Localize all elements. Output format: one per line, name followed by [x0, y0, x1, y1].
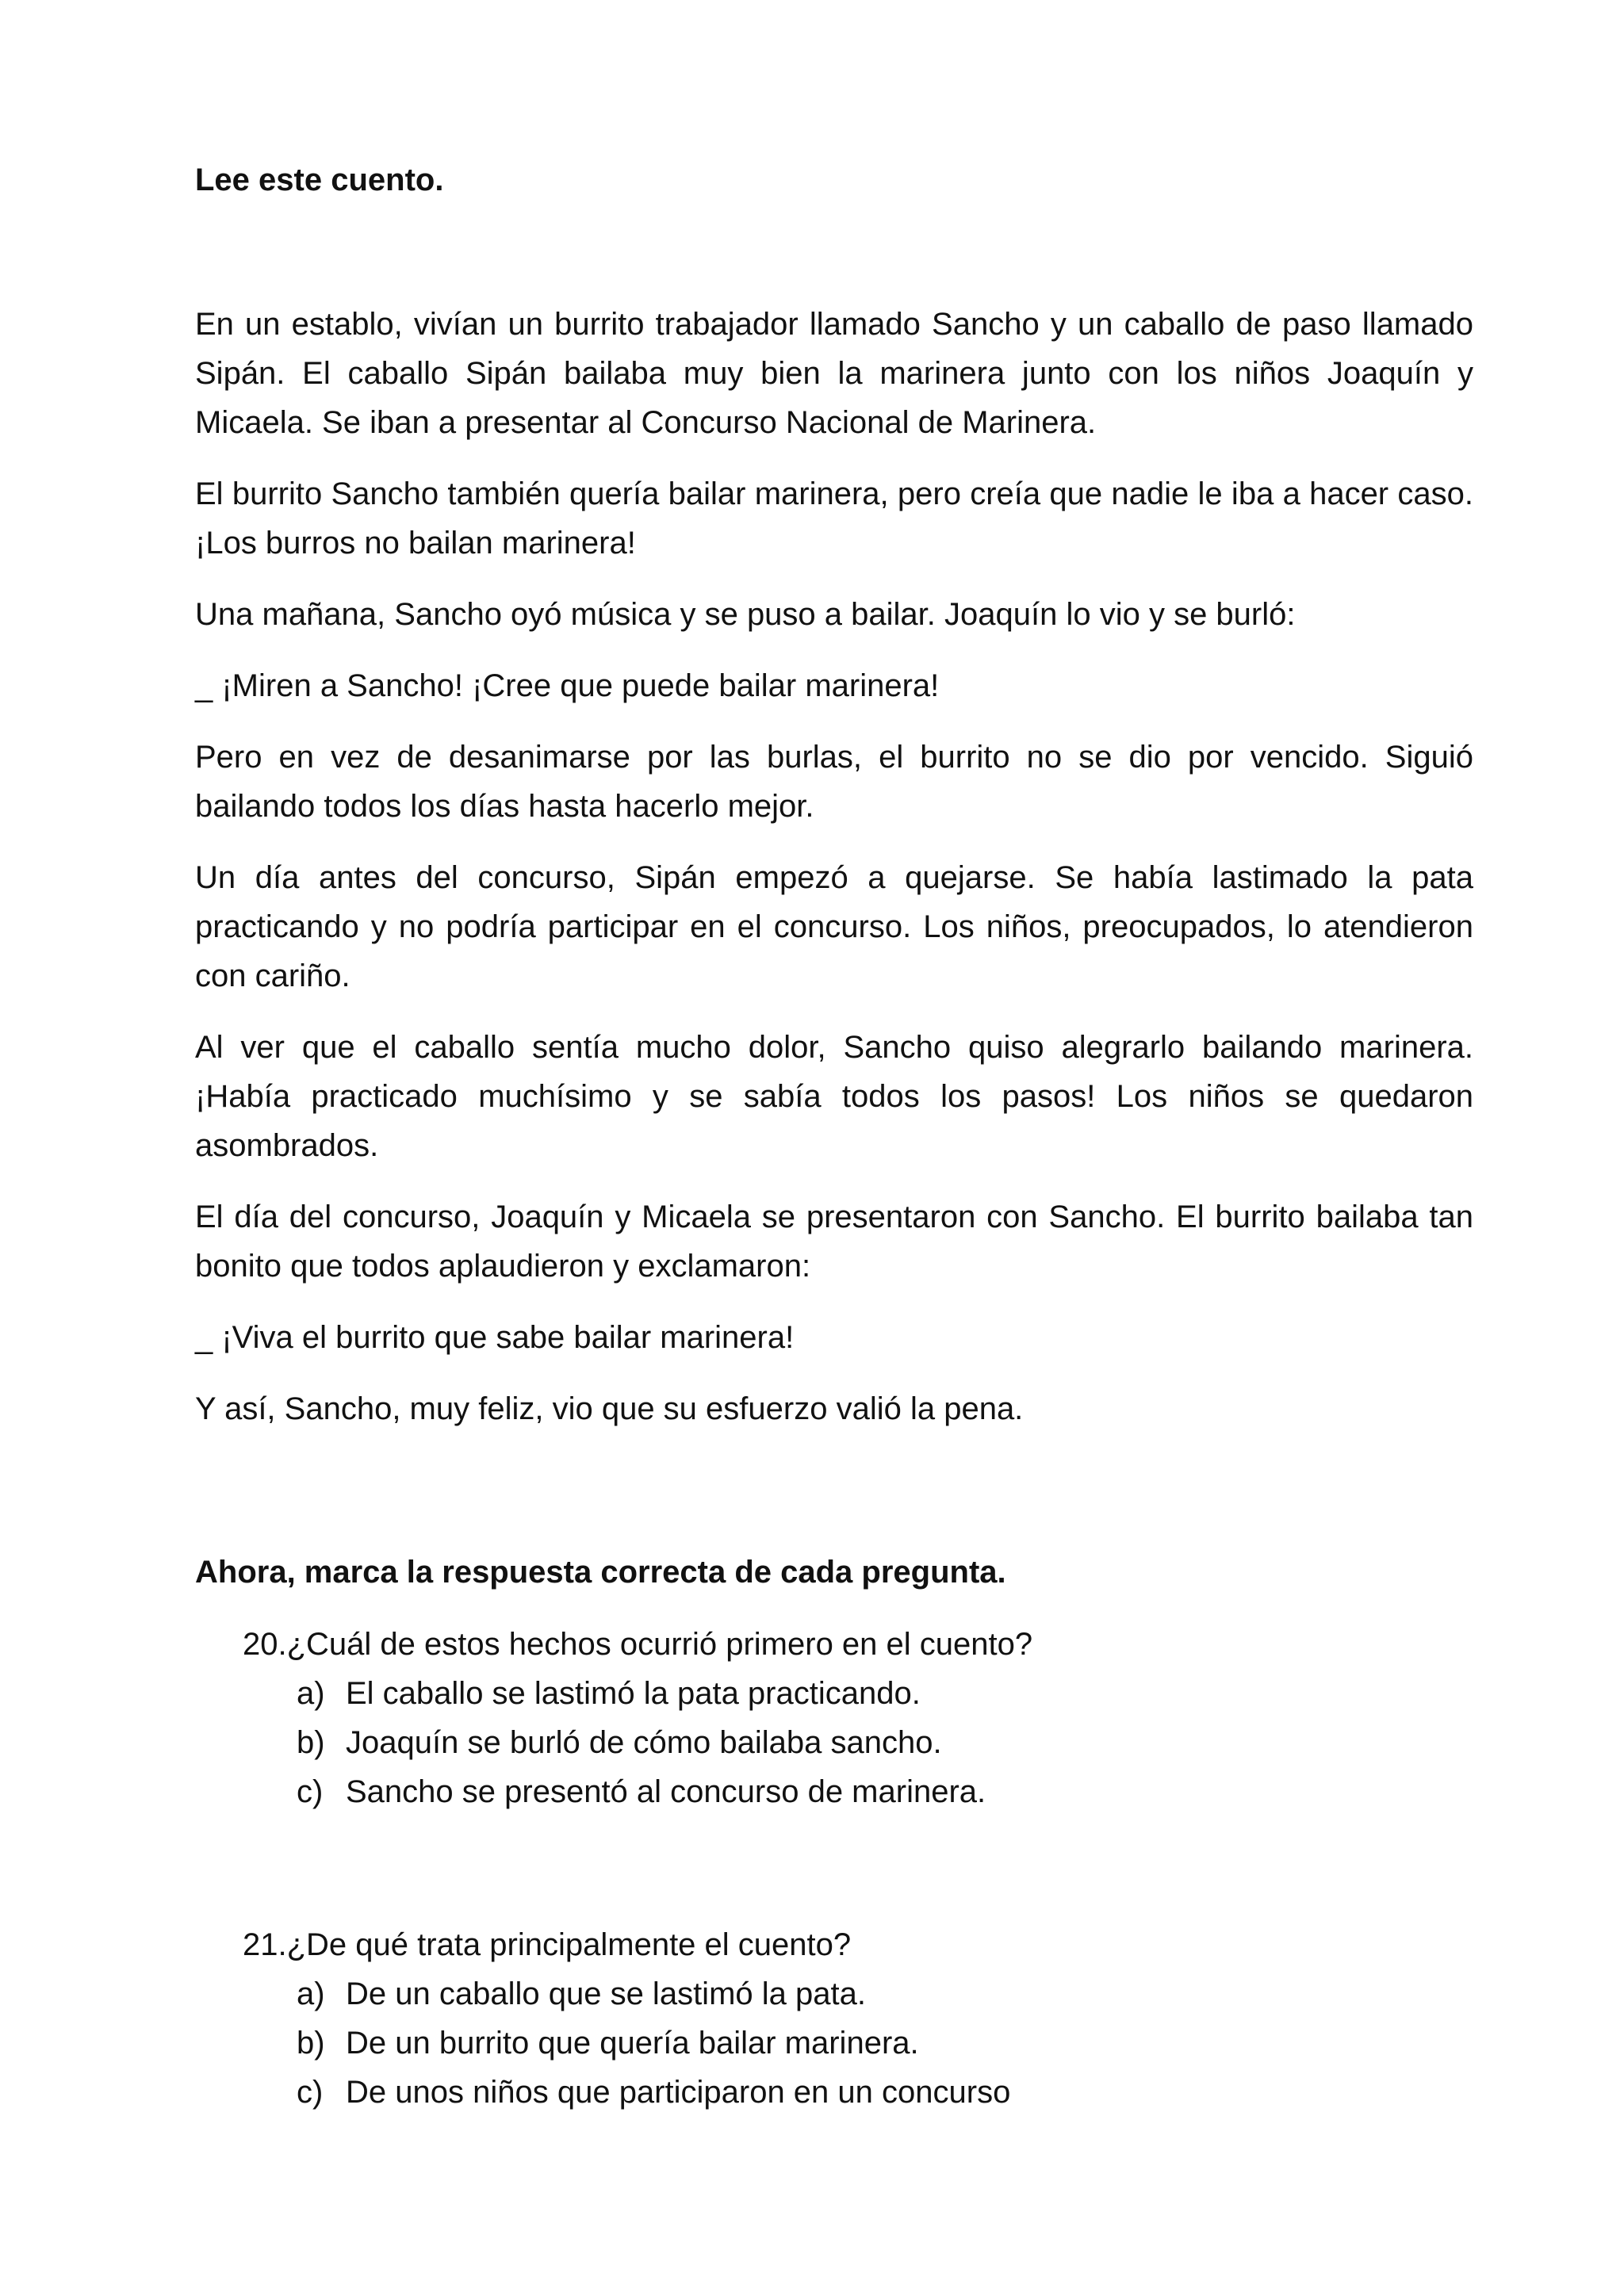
question-text: ¿De qué trata principalmente el cuento? [286, 1927, 852, 1962]
story-paragraph-4: Pero en vez de desanimarse por las burlas, el burrito no se dio por vencido. Siguió bailando todos los días hasta hacerlo mejor. [195, 740, 1473, 824]
option-letter: a) [297, 1976, 325, 2011]
intro-heading: Lee este cuento. [195, 163, 444, 197]
answer-options [243, 1969, 1432, 2117]
story-paragraph-7: El día del concurso, Joaquín y Micaela se presentaron con Sancho. El burrito bailaba tan bonito que todos aplaudieron y exclamaron: [195, 1200, 1473, 1284]
story-paragraph-1: En un establo, vivían un burrito trabajador llamado Sancho y un caballo de paso llamado Sipán. El caballo Sipán bailaba muy bien la marinera junto con los niños Joaquín y Micaela. Se iban a presentar al Concurso Nacional de Marinera. [195, 307, 1473, 440]
option-letter: b) [297, 2026, 325, 2061]
option-letter: b) [297, 1725, 325, 1760]
answer-option-b[interactable] [297, 2019, 1432, 2068]
option-text: De unos niños que participaron en un concurso [346, 2075, 1011, 2110]
story-paragraph-3: Una mañana, Sancho oyó música y se puso a bailar. Joaquín lo vio y se burló: [195, 597, 1296, 632]
document-page [195, 0, 1473, 2296]
option-letter: a) [297, 1676, 325, 1711]
story-dialogue-2: _ ¡Viva el burrito que sabe bailar marinera! [195, 1320, 795, 1355]
option-text: De un burrito que quería bailar marinera. [346, 2026, 919, 2061]
option-letter: c) [297, 2075, 324, 2110]
answer-options [243, 1669, 1432, 1816]
answer-option-c[interactable] [297, 2068, 1432, 2117]
answer-option-a[interactable] [297, 1969, 1432, 2019]
story-text [195, 300, 1473, 1456]
question-stem [243, 1620, 1432, 1669]
option-letter: c) [297, 1774, 324, 1809]
option-text: Sancho se presentó al concurso de marinera. [346, 1774, 986, 1809]
question-number: 20. [243, 1627, 287, 1662]
answer-option-c[interactable] [297, 1767, 1432, 1816]
answer-option-b[interactable] [297, 1718, 1432, 1767]
option-text: De un caballo que se lastimó la pata. [346, 1976, 866, 2011]
option-text: El caballo se lastimó la pata practicando. [346, 1676, 921, 1711]
question-20 [243, 1620, 1432, 1816]
option-text: Joaquín se burló de cómo bailaba sancho. [346, 1725, 942, 1760]
story-paragraph-8: Y así, Sancho, muy feliz, vio que su esfuerzo valió la pena. [195, 1391, 1024, 1426]
question-stem [243, 1920, 1432, 1969]
story-dialogue-1: _ ¡Miren a Sancho! ¡Cree que puede bailar marinera! [195, 668, 940, 703]
question-text: ¿Cuál de estos hechos ocurrió primero en el cuento? [286, 1627, 1033, 1662]
question-21 [243, 1920, 1432, 2117]
answer-option-a[interactable] [297, 1669, 1432, 1718]
story-paragraph-5: Un día antes del concurso, Sipán empezó a quejarse. Se había lastimado la pata practicando y no podría participar en el concurso. Los niños, preocupados, lo atendieron con cariño. [195, 860, 1473, 993]
question-number: 21. [243, 1927, 287, 1962]
story-paragraph-6: Al ver que el caballo sentía mucho dolor, Sancho quiso alegrarlo bailando marinera. ¡Había practicado muchísimo y se sabía todos los pasos! Los niños se quedaron asombrados. [195, 1030, 1473, 1163]
questions-heading: Ahora, marca la respuesta correcta de cada pregunta. [195, 1555, 1006, 1590]
story-paragraph-2: El burrito Sancho también quería bailar marinera, pero creía que nadie le iba a hacer caso. ¡Los burros no bailan marinera! [195, 476, 1473, 561]
